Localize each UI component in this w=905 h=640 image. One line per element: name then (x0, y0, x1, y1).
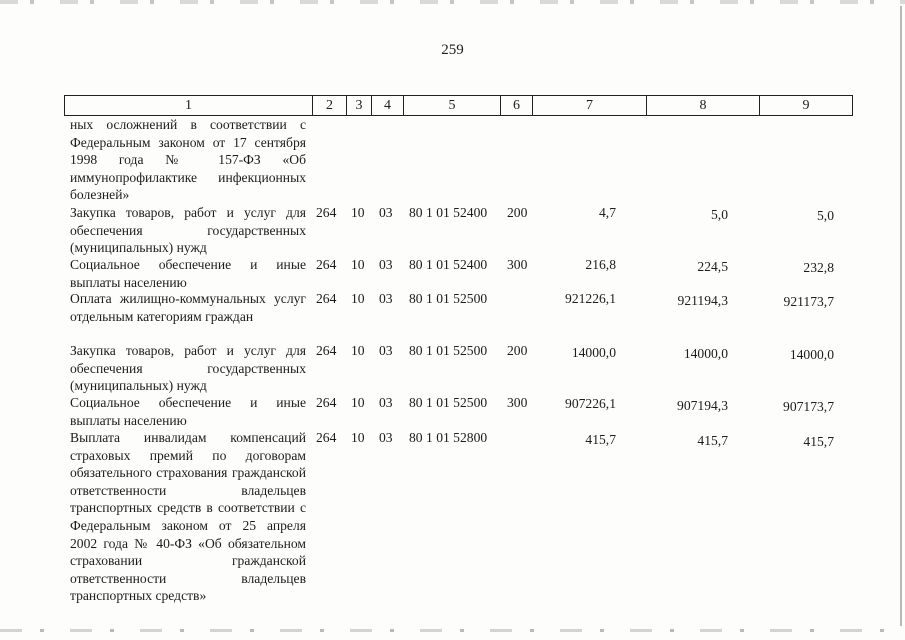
row-col-3: 10 (351, 430, 365, 445)
row-col-4: 03 (379, 430, 393, 445)
row-col-8: 224,5 (697, 259, 728, 274)
row-col-6: 300 (507, 257, 528, 272)
row-col-8: 921194,3 (677, 293, 728, 308)
row-col-5: 80 1 01 52500 (409, 395, 488, 410)
row-name: Социальное обеспечение и иные выплаты населению (70, 395, 306, 428)
row-col-4: 03 (379, 205, 393, 220)
row-col-3: 10 (351, 205, 365, 220)
row-col-7: 216,8 (585, 257, 616, 272)
row-col-3: 10 (351, 343, 365, 358)
row-col-7: 4,7 (599, 205, 616, 220)
row-col-2: 264 (316, 257, 337, 272)
page-number: 259 (441, 42, 464, 58)
header-col-8: 8 (646, 96, 759, 115)
row-col-7: 415,7 (585, 432, 616, 447)
row-col-3: 10 (351, 395, 365, 410)
scan-edge-top (0, 0, 905, 4)
header-col-3: 3 (346, 96, 371, 115)
scan-edge-right (900, 6, 902, 626)
row-col-4: 03 (379, 291, 393, 306)
table-header-row (64, 95, 853, 116)
row-col-7: 921226,1 (565, 291, 616, 306)
row-col-7: 14000,0 (571, 345, 616, 360)
row-name: Выплата инвалидам компенсаций страховых премий по договорам обязательного страхования гражданской ответственности владельцев транспортных средств в соответствии с Федеральным законом от 25 апреля 2002 года № 40-ФЗ «Об обязательном страховании гражданской ответственности владельцев транспортных средств» (70, 430, 306, 604)
row-col-9: 14000,0 (789, 347, 834, 362)
row-col-5: 80 1 01 52500 (409, 291, 488, 306)
row-col-7: 907226,1 (565, 396, 616, 411)
row-col-8: 5,0 (711, 207, 728, 222)
row-col-5: 80 1 01 52400 (409, 205, 488, 220)
row-col-9: 415,7 (803, 434, 834, 449)
row-col-6: 300 (507, 395, 528, 410)
row-col-4: 03 (379, 343, 393, 358)
row-col-9: 907173,7 (783, 399, 834, 414)
row-name: Оплата жилищно-коммунальных услуг отдельным категориям граждан (70, 291, 306, 324)
header-col-1: 1 (185, 98, 192, 113)
row-col-6: 200 (507, 343, 528, 358)
row-col-8: 415,7 (697, 433, 728, 448)
row-col-9: 232,8 (803, 260, 834, 275)
header-col-6: 6 (500, 96, 532, 115)
row-col-8: 14000,0 (683, 346, 728, 361)
row-col-9: 921173,7 (783, 294, 834, 309)
row-name: Закупка товаров, работ и услуг для обеспечения государственных (муниципальных) нужд (70, 343, 306, 394)
row-col-2: 264 (316, 395, 337, 410)
row-col-4: 03 (379, 257, 393, 272)
row-col-2: 264 (316, 343, 337, 358)
row-col-4: 03 (379, 395, 393, 410)
row-col-3: 10 (351, 291, 365, 306)
row-col-2: 264 (316, 430, 337, 445)
header-col-7: 7 (532, 96, 646, 115)
row-col-5: 80 1 01 52500 (409, 343, 488, 358)
row-col-5: 80 1 01 52400 (409, 257, 488, 272)
row-name: Социальное обеспечение и иные выплаты населению (70, 257, 306, 290)
row-col-3: 10 (351, 257, 365, 272)
header-col-9: 9 (759, 96, 852, 115)
row-col-2: 264 (316, 205, 337, 220)
header-col-4: 4 (371, 96, 403, 115)
continuation-text: ных осложнений в соответствии с Федеральным законом от 17 сентября 1998 года № 157-ФЗ «Об иммунопрофилактике инфекционных болезней» (70, 117, 306, 203)
row-col-6: 200 (507, 205, 528, 220)
row-name: Закупка товаров, работ и услуг для обеспечения государственных (муниципальных) нужд (70, 205, 306, 256)
row-col-8: 907194,3 (677, 398, 728, 413)
row-col-2: 264 (316, 291, 337, 306)
header-col-5: 5 (403, 96, 500, 115)
row-col-9: 5,0 (817, 208, 834, 223)
scan-edge-bottom (0, 629, 905, 632)
header-col-2: 2 (312, 96, 346, 115)
row-col-5: 80 1 01 52800 (409, 430, 488, 445)
